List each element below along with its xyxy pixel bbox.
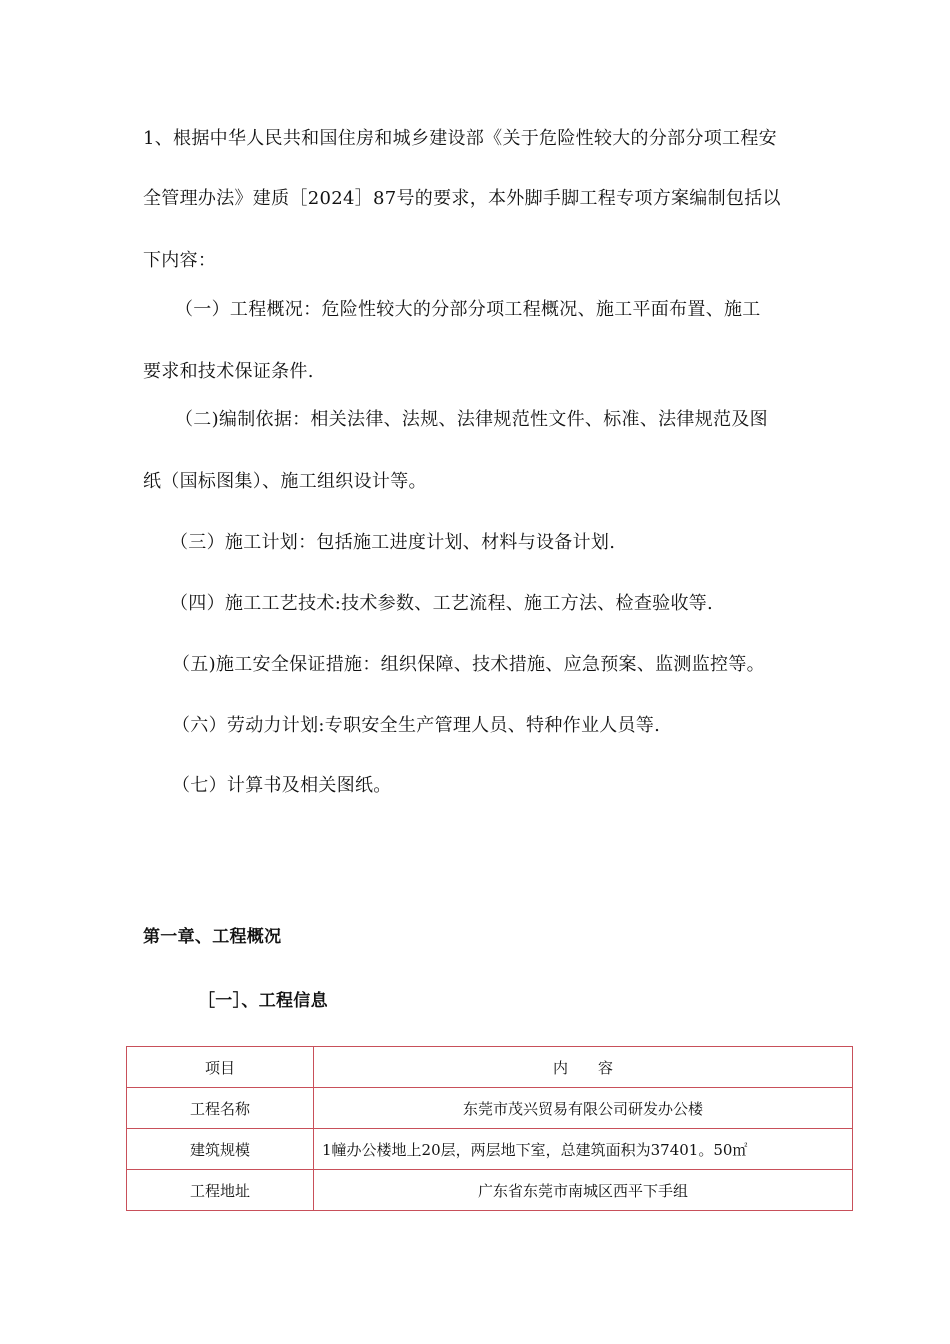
- intro-line-1: 1、根据中华人民共和国住房和城乡建设部《关于危险性较大的分部分项工程安: [143, 128, 777, 149]
- table-cell-label: 建筑规模: [127, 1129, 314, 1170]
- table-row: [127, 1129, 853, 1170]
- table-cell-value: 广东省东莞市南城区西平下手组: [314, 1170, 853, 1211]
- chapter-title: 第一章、工程概况: [143, 927, 282, 947]
- table-cell-value: 东莞市茂兴贸易有限公司研发办公楼: [314, 1088, 853, 1129]
- project-info-table: [126, 1046, 853, 1211]
- intro-line-5: 要求和技术保证条件.: [143, 361, 314, 382]
- intro-line-9: （四）施工工艺技术:技术参数、工艺流程、施工方法、检查验收等.: [170, 593, 714, 614]
- table-header-row: [127, 1047, 853, 1088]
- table-cell-value: 1幢办公楼地上20层，两层地下室，总建筑面积为37401。50㎡: [314, 1129, 853, 1170]
- section-title: ［一］、工程信息: [198, 991, 328, 1011]
- intro-line-6: （二)编制依据：相关法律、法规、法律规范性文件、标准、法律规范及图: [175, 409, 768, 430]
- intro-line-12: （七）计算书及相关图纸。: [172, 775, 392, 796]
- intro-line-2: 全管理办法》建质［2024］87号的要求，本外脚手脚工程专项方案编制包括以: [143, 188, 781, 209]
- table-cell-label: 工程地址: [127, 1170, 314, 1211]
- intro-line-11: （六）劳动力计划:专职安全生产管理人员、特种作业人员等.: [172, 715, 661, 736]
- intro-line-10: （五)施工安全保证措施：组织保障、技术措施、应急预案、监测监控等。: [172, 654, 765, 675]
- intro-line-8: （三）施工计划：包括施工进度计划、材料与设备计划.: [170, 532, 616, 553]
- intro-line-4: （一）工程概况：危险性较大的分部分项工程概况、施工平面布置、施工: [175, 299, 761, 320]
- intro-line-7: 纸（国标图集）、施工组织设计等。: [143, 471, 427, 492]
- table-header-cell: 内 容: [314, 1047, 853, 1088]
- table-cell-label: 工程名称: [127, 1088, 314, 1129]
- table-header-cell: 项目: [127, 1047, 314, 1088]
- table-row: [127, 1170, 853, 1211]
- intro-line-3: 下内容：: [143, 250, 217, 271]
- table-row: [127, 1088, 853, 1129]
